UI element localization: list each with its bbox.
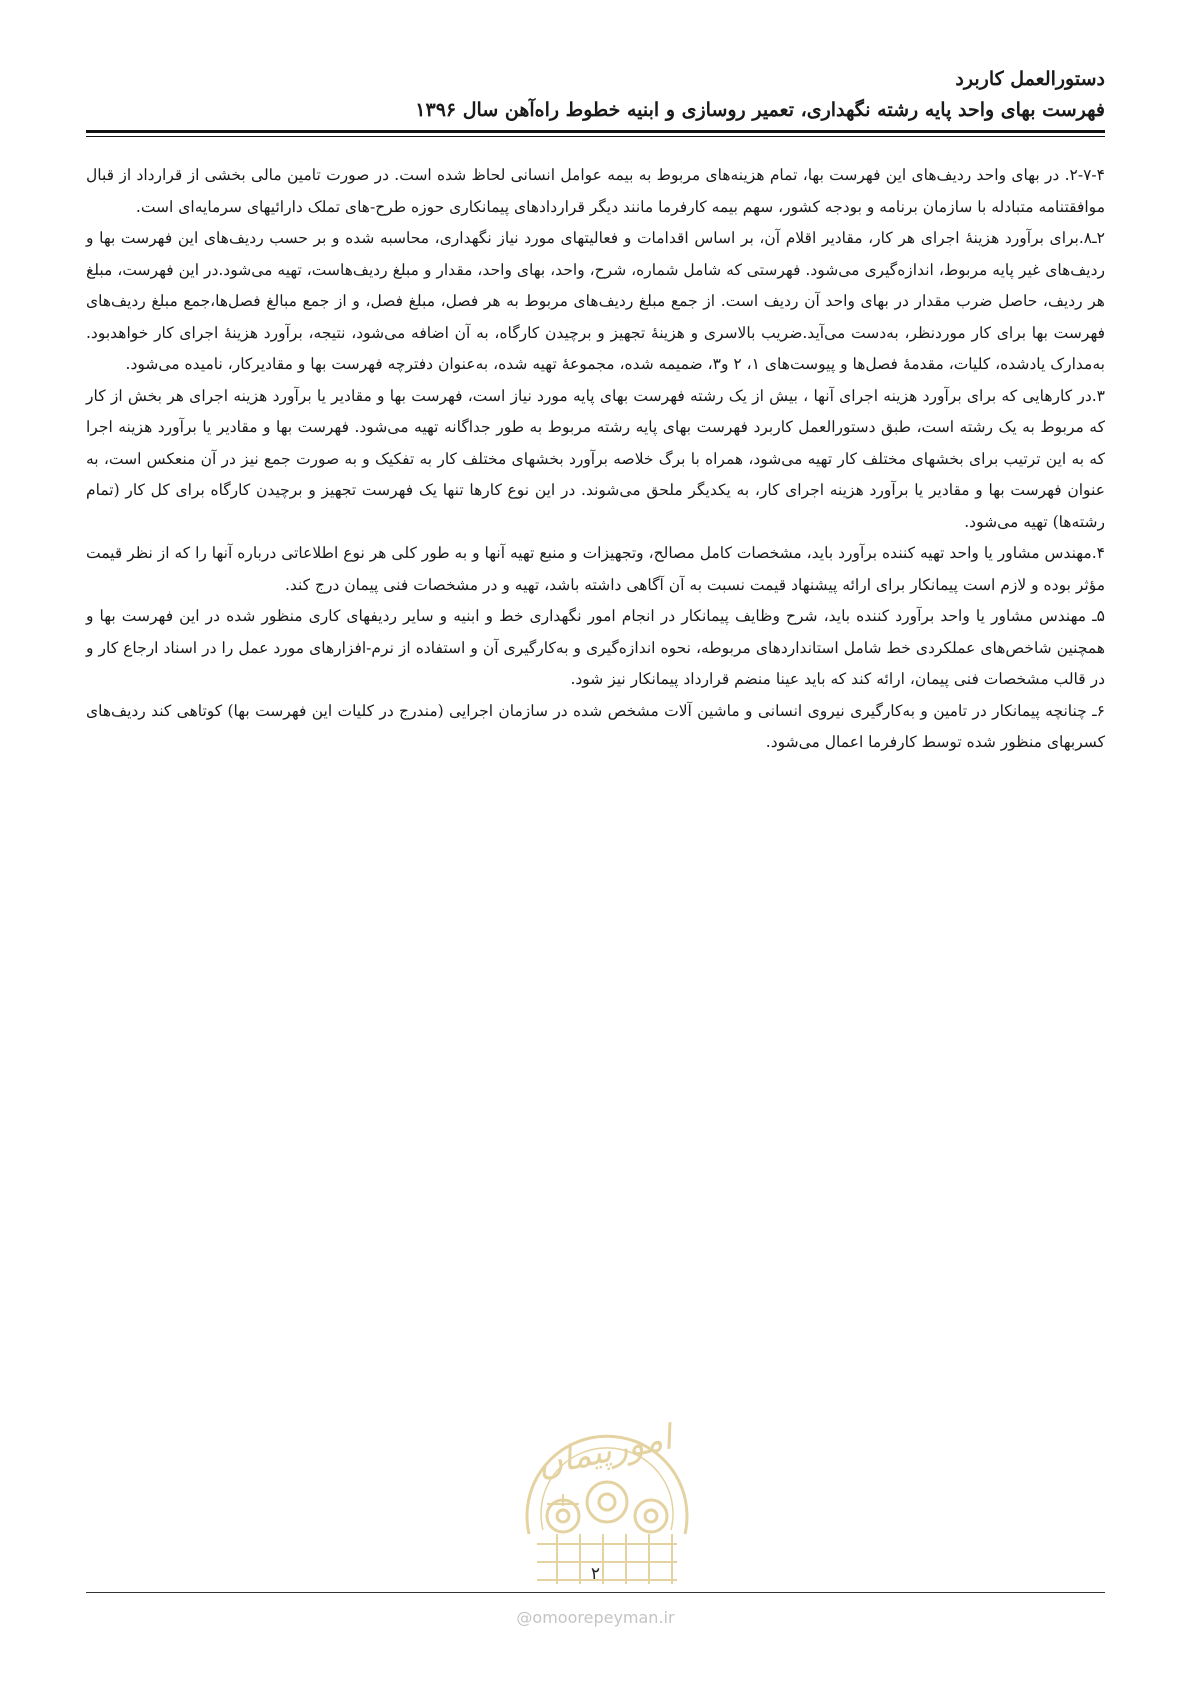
document-subtitle: فهرست بهای واحد پایه رشته نگهداری، تعمیر روسازی و ابنیه خطوط راه‌آهن سال ۱۳۹۶	[415, 99, 1105, 121]
header-rule-thin	[86, 136, 1105, 137]
paragraph-2-7-4: ۲-۷-۴. در بهای واحد ردیف‌های این فهرست بها، تمام هزینه‌های مربوط به بیمه عوامل انسانی لحاظ شده است. در صورت تامین مالی بخشی از قرارداد از قبال موافقتنامه متبادله با سازمان برنامه و بودجه کشور، سهم بیمه کارفرما مانند دیگر قراردادهای پیمانکاری حوزه طرح-های تملک دارائیهای سرمایه‌ای است.	[86, 166, 1105, 216]
watermark-lettering: امورپیمان	[533, 1417, 676, 1485]
paragraph-2-8: ۲ـ۸.برای برآورد هزینهٔ اجرای هر کار، مقادیر اقلام آن، بر اساس اقدامات و فعالیتهای مورد نیاز نگهداری، محاسبه شده و بر حسب ردیف‌های این فهرست بها و ردیف‌های غیر پایه مربوط، اندازه‌گیری می‌شود. فهرستی که شامل شماره، شرح، واحد، بهای واحد، مقدار و مبلغ ردیف‌هاست، تهیه می‌شود.در این فهرست، مبلغ هر ردیف، حاصل ضرب مقدار در بهای واحد آن ردیف است. از جمع مبلغ ردیف‌های مربوط به هر فصل، مبلغ فصل، و از جمع مبالغ فصل‌ها،جمع مبلغ ردیف‌های فهرست بها برای کار موردنظر، به‌دست می‌آید.ضریب بالاسری و هزینهٔ تجهیز و برچیدن کارگاه، به آن اضافه می‌شود، نتیجه، برآورد هزینهٔ اجرای کار خواهدبود. به‌مدارک یادشده، کلیات، مقدمهٔ فصل‌ها و پیوست‌های ۱، ۲ و۳، ضمیمه شده، مجموعهٔ تهیه شده، به‌عنوان دفترچه فهرست بها و مقادیرکار، نامیده می‌شود.	[86, 229, 1105, 373]
document-body	[86, 160, 1105, 759]
paragraph-3: ۳.در کارهایی که برای برآورد هزینه اجرای آنها ، بیش از یک رشته فهرست بهای پایه مورد نیاز است، فهرست بها و مقادیر یا برآورد هزینه اجرای هر بخش از کار که مربوط به یک رشته است، طبق دستورالعمل کاربرد فهرست بهای پایه رشته مربوط به طور جداگانه تهیه می‌شود. فهرست بها و مقادیر یا برآورد هزینه اجرا که به این ترتیب برای بخشهای مختلف کار تهیه می‌شود، همراه با برگ خلاصه برآورد بخشهای مختلف کار به تفکیک و به صورت جمع نیز در آن منعکس است، به عنوان فهرست بها و مقادیر یا برآورد هزینه اجرای کار، به یکدیگر ملحق می‌شوند. در این نوع کارها تنها یک فهرست تجهیز و برچیدن کارگاه برای کل کار (تمام رشته‌ها) تهیه می‌شود.	[86, 386, 1105, 531]
document-title: دستورالعمل کاربرد	[955, 68, 1105, 90]
header-rule-thick	[86, 130, 1105, 133]
watermark-seal-logo	[477, 1384, 737, 1594]
paragraph-5: ۵ـ مهندس مشاور یا واحد برآورد کننده باید، شرح وظایف پیمانکار در انجام امور نگهداری خط و ابنیه و سایر ردیفهای کاری منظور شده در این فهرست بها و همچنین شاخص‌های عملکردی خط شامل استانداردهای مربوطه، نحوه اندازه‌گیری و به‌کارگیری آن و استفاده از نرم-افزارهای مورد عمل را در اسناد ارجاع کار و در قالب مشخصات فنی پیمان، ارائه کند که باید عینا منضم قرارداد پیمانکار نیز شود.	[86, 607, 1105, 688]
paragraph-4: ۴.مهندس مشاور یا واحد تهیه کننده برآورد باید، مشخصات کامل مصالح، وتجهیزات و منبع تهیه آنها و به طور کلی هر نوع اطلاعاتی درباره آنها را که از نظر قیمت مؤثر بوده و لازم است پیمانکار برای ارائه پیشنهاد قیمت نسبت به آن آگاهی داشته باشد، تهیه و در مشخصات فنی پیمان درج کند.	[86, 544, 1105, 594]
footer-rule	[86, 1592, 1105, 1593]
document-header	[86, 64, 1105, 126]
page-number: ۲	[590, 1564, 601, 1584]
footer-brand-handle: @omoorepeyman.ir	[516, 1608, 675, 1627]
paragraph-6: ۶ـ چنانچه پیمانکار در تامین و به‌کارگیری نیروی انسانی و ماشین آلات مشخص شده در سازمان اجرایی (مندرج در کلیات این فهرست بها) کوتاهی کند ردیف‌های کسربهای منظور شده توسط کارفرما اعمال می‌شود.	[86, 701, 1105, 751]
